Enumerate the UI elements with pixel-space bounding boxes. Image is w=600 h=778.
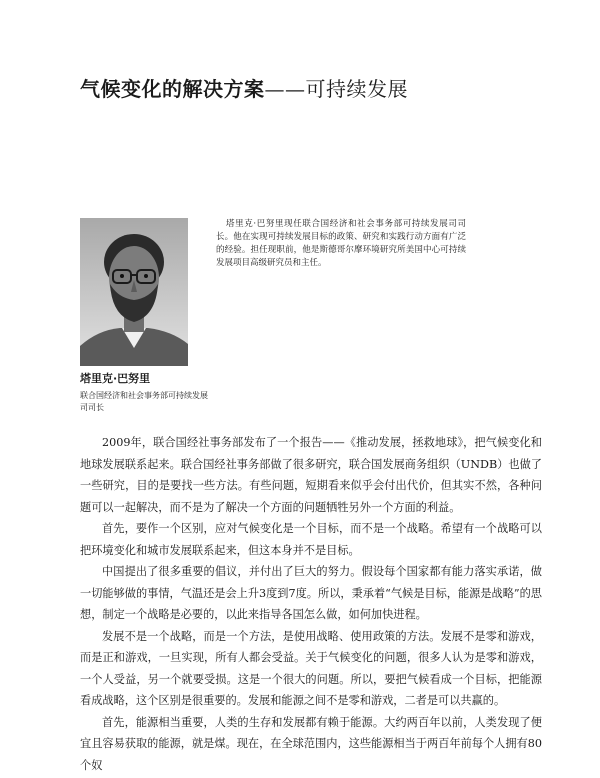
article-body (80, 432, 542, 776)
article-title-main: 气候变化的解决方案 (80, 77, 265, 101)
author-bio: 塔里克·巴努里现任联合国经济和社会事务部可持续发展司司长。他在实现可持续发展目标的政策、研究和实践行动方面有广泛的经验。担任现职前，他是斯德哥尔摩环境研究所美国中心可持续发展项目高级研究员和主任。 (216, 219, 466, 268)
article-title-sub: ——可持续发展 (264, 77, 408, 101)
body-paragraph: 2009年，联合国经社事务部发布了一个报告——《推动发展，拯救地球》，把气候变化和地球发展联系起来。联合国经社事务部做了很多研究，联合国发展商务组织（UNDB）也做了一些研究，目的是要找一些方法。有些问题，短期看来似乎会付出代价，但其实不然，各种问题可以一起解决，而不是为了解决一个方面的问题牺牲另外一个方面的利益。 (80, 436, 542, 514)
body-paragraph: 发展不是一个战略，而是一个方法，是使用战略、使用政策的方法。发展不是零和游戏，而是正和游戏，一旦实现，所有人都会受益。关于气候变化的问题，很多人认为是零和游戏，一个人受益，另一个就要受损。这是一个很大的问题。所以，要把气候看成一个目标，把能源看成战略，这个区别是很重要的。发展和能源之间不是零和游戏，二者是可以共赢的。 (80, 629, 542, 707)
body-paragraph: 中国提出了很多重要的倡议，并付出了巨大的努力。假设每个国家都有能力落实承诺，做一切能够做的事情，气温还是会上升3度到7度。所以，秉承着“气候是目标，能源是战略”的思想，制定一个战略是必要的，以此来指导各国怎么做，如何加快进程。 (80, 565, 542, 621)
author-name: 塔里克·巴努里 (80, 372, 151, 385)
body-paragraph: 首先，要作一个区别，应对气候变化是一个目标，而不是一个战略。希望有一个战略可以把环境变化和城市发展联系起来，但这本身并不是目标。 (80, 522, 542, 557)
body-paragraph: 首先，能源相当重要，人类的生存和发展都有赖于能源。大约两百年以前，人类发现了便宜且容易获取的能源，就是煤。现在，在全球范围内，这些能源相当于两百年前每个人拥有80个奴 (80, 715, 542, 772)
author-role: 联合国经济和社会事务部可持续发展司司长 (80, 391, 208, 412)
author-portrait-photo (80, 218, 188, 366)
author-portrait-icon (80, 218, 188, 366)
article-title (80, 76, 550, 102)
